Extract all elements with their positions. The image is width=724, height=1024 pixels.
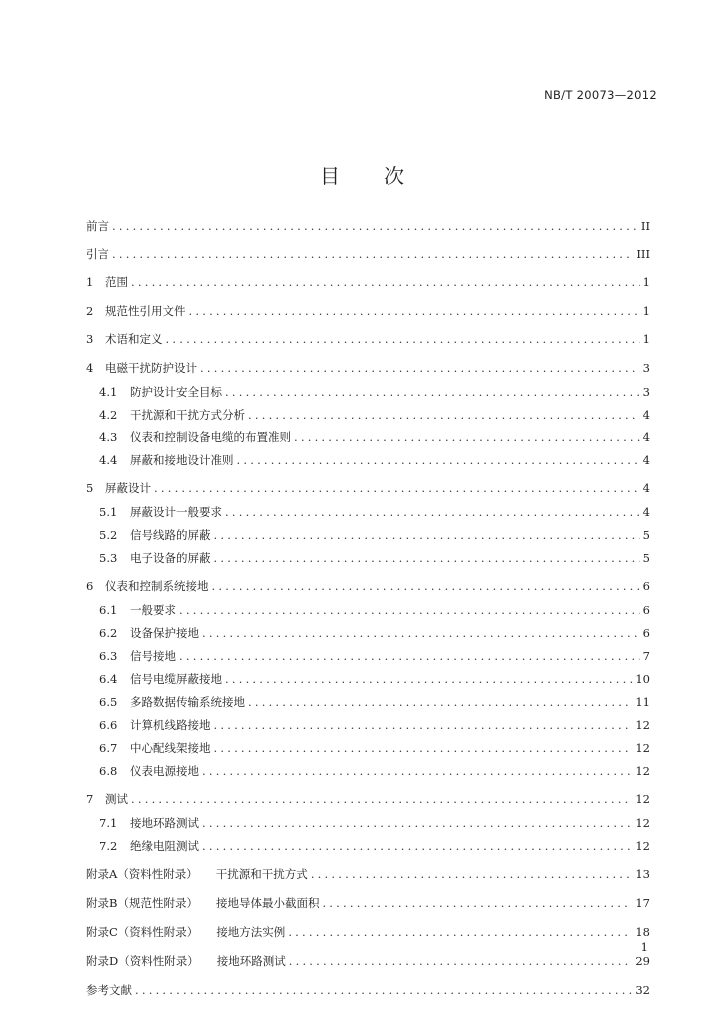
toc-entry[interactable] [86,527,650,543]
toc-entry-label [99,504,222,520]
toc-entry-text: 信号线路的屏蔽 [130,528,211,542]
toc-entry-text: 防护设计安全目标 [130,385,222,399]
toc-entry-page: 17 [635,896,650,910]
toc-leader-dots [166,332,640,346]
toc-entry-label [86,246,109,262]
toc-entry-label [99,429,291,445]
toc-leader-dots [225,505,640,519]
toc-entry[interactable] [86,953,650,969]
toc-entry-label [86,791,128,807]
toc-entry-number: 1 [86,275,94,289]
toc-entry[interactable] [86,740,650,756]
toc-entry-label [99,602,176,618]
toc-entry[interactable] [86,480,650,496]
toc-entry[interactable] [86,331,650,347]
toc-entry-label [99,452,234,468]
toc-entry[interactable] [86,791,650,807]
toc-entry[interactable] [86,504,650,520]
toc-entry-page: 3 [642,385,650,399]
toc-entry-label [99,407,245,423]
toc-entry-page: 6 [642,579,650,593]
toc-entry-page: 4 [642,453,650,467]
toc-entry-label [99,763,199,779]
toc-entry-page: 12 [635,741,650,755]
toc-entry-number: 4.4 [99,453,118,467]
toc-entry-text: 屏蔽和接地设计准则 [130,453,234,467]
toc-entry-text: 设备保护接地 [130,626,199,640]
toc-entry-page: 4 [642,430,650,444]
toc-entry-appendix-id: 附录B（规范性附录） [86,896,198,910]
toc-entry-page: 1 [642,304,650,318]
toc-entry-label [86,218,109,234]
toc-entry-text: 仪表电源接地 [130,764,199,778]
toc-entry-label [99,527,211,543]
toc-entry-page: 7 [642,649,650,663]
toc-entry[interactable] [86,625,650,641]
toc-entry[interactable] [86,218,650,234]
toc-entry-text: 前言 [86,219,109,233]
toc-leader-dots [311,867,633,881]
toc-leader-dots [248,408,640,422]
toc-entry[interactable] [86,360,650,376]
toc-entry-text: 测试 [105,792,128,806]
toc-title-char-1: 目 [320,164,340,188]
toc-entry-text: 接地导体最小截面积 [215,896,320,910]
toc-entry-page: 32 [635,983,650,997]
toc-entry-number: 6.8 [99,764,118,778]
toc-leader-dots [202,764,632,778]
toc-entry[interactable] [86,452,650,468]
toc-leader-dots [179,603,640,617]
toc-entry-number: 4.3 [99,430,118,444]
standard-code: NB/T 20073—2012 [544,88,657,102]
toc-entry-page: 1 [642,275,650,289]
toc-entry-label [99,625,199,641]
toc-entry[interactable] [86,924,650,940]
toc-leader-dots [131,792,632,806]
toc-entry-number: 7.1 [99,816,118,830]
toc-entry-appendix-id: 附录D（资料性附录） [86,954,199,968]
toc-leader-dots [135,983,632,997]
toc-entry-label [86,274,128,290]
toc-entry-number: 6.2 [99,626,118,640]
toc-entry-number: 3 [86,332,94,346]
toc-entry-label [86,480,151,496]
toc-entry[interactable] [86,602,650,618]
toc-leader-dots [322,896,632,910]
toc-entry-page: 12 [635,718,650,732]
toc-entry[interactable] [86,671,650,687]
toc-entry-page: 10 [635,672,650,686]
toc-entry-number: 6 [86,579,94,593]
toc-entry-label [86,331,163,347]
toc-entry-text: 术语和定义 [105,332,163,346]
toc-entry[interactable] [86,838,650,854]
toc-entry-page: 4 [642,408,650,422]
toc-entry-page: 18 [635,925,650,939]
toc-entry-number: 5.2 [99,528,118,542]
toc-entry-number: 6.6 [99,718,118,732]
toc-entry-text: 规范性引用文件 [105,304,186,318]
toc-entry[interactable] [86,303,650,319]
toc-leader-dots [214,718,633,732]
toc-entry-label [86,866,308,882]
toc-entry-number: 7 [86,792,94,806]
toc-leader-dots [294,430,640,444]
page-number: 1 [640,940,648,954]
table-of-contents [86,218,650,998]
toc-entry-page: 4 [642,505,650,519]
toc-entry-page: 3 [642,361,650,375]
toc-entry-page: II [640,219,650,233]
toc-entry[interactable] [86,578,650,594]
toc-entry[interactable] [86,866,650,882]
toc-entry-page: 12 [635,839,650,853]
toc-entry-page: 11 [635,695,650,709]
toc-entry-page: 12 [635,792,650,806]
toc-entry[interactable] [86,717,650,733]
toc-entry-page: 12 [635,764,650,778]
toc-entry[interactable] [86,648,650,664]
toc-leader-dots [212,579,640,593]
toc-title [0,160,724,189]
toc-leader-dots [154,481,640,495]
toc-entry[interactable] [86,694,650,710]
toc-entry-text: 计算机线路接地 [130,718,211,732]
toc-entry-text: 干扰源和干扰方式 [215,867,308,881]
toc-entry-label [99,815,199,831]
toc-entry-label [99,384,222,400]
toc-leader-dots [202,816,632,830]
toc-entry-number: 4.2 [99,408,118,422]
toc-entry-text: 信号接地 [130,649,176,663]
toc-leader-dots [202,839,632,853]
toc-entry-text: 接地环路测试 [130,816,199,830]
toc-entry-number: 6.1 [99,603,118,617]
toc-entry-label [86,360,197,376]
toc-entry-label [86,924,285,940]
toc-entry-number: 7.2 [99,839,118,853]
toc-entry-label [86,982,132,998]
toc-entry-text: 电磁干扰防护设计 [105,361,197,375]
toc-entry-text: 电子设备的屏蔽 [130,551,211,565]
toc-entry-label [99,838,199,854]
toc-leader-dots [202,626,640,640]
toc-entry-number: 6.5 [99,695,118,709]
toc-entry-page: 12 [635,816,650,830]
toc-entry[interactable] [86,982,650,998]
toc-entry[interactable] [86,407,650,423]
toc-entry-page: 4 [642,481,650,495]
toc-leader-dots [112,219,638,233]
toc-entry-label [86,578,209,594]
toc-entry-label [86,953,286,969]
toc-entry-appendix-id: 附录C（资料性附录） [86,925,199,939]
toc-leader-dots [214,741,633,755]
toc-entry[interactable] [86,550,650,566]
toc-leader-dots [225,672,632,686]
toc-entry-number: 2 [86,304,94,318]
toc-entry-label [99,648,176,664]
toc-entry-text: 屏蔽设计 [105,481,151,495]
toc-entry-text: 一般要求 [130,603,176,617]
toc-entry-label [99,550,211,566]
toc-entry-label [86,303,186,319]
toc-entry[interactable] [86,246,650,262]
toc-entry[interactable] [86,895,650,911]
toc-entry[interactable] [86,274,650,290]
toc-leader-dots [131,275,640,289]
toc-entry-page: 13 [635,867,650,881]
toc-entry-label [99,671,222,687]
toc-entry-text: 范围 [105,275,128,289]
toc-entry-page: 5 [642,551,650,565]
toc-entry-label [99,694,245,710]
toc-leader-dots [112,247,633,261]
toc-entry-text: 屏蔽设计一般要求 [130,505,222,519]
toc-entry-number: 5.3 [99,551,118,565]
toc-entry-text: 多路数据传输系统接地 [130,695,245,709]
toc-entry-number: 6.4 [99,672,118,686]
toc-entry[interactable] [86,815,650,831]
toc-entry-page: 5 [642,528,650,542]
toc-entry-text: 干扰源和干扰方式分析 [130,408,245,422]
toc-leader-dots [248,695,632,709]
toc-entry-number: 5.1 [99,505,118,519]
toc-entry-number: 4 [86,361,94,375]
toc-entry-text: 仪表和控制设备电缆的布置准则 [130,430,291,444]
toc-leader-dots [288,925,632,939]
toc-entry-page: 6 [642,626,650,640]
toc-leader-dots [225,385,640,399]
toc-entry-text: 参考文献 [86,983,132,997]
toc-entry-text: 信号电缆屏蔽接地 [130,672,222,686]
toc-entry-label [86,895,319,911]
toc-entry-text: 接地环路测试 [216,954,286,968]
toc-leader-dots [179,649,640,663]
toc-entry-label [99,717,211,733]
toc-leader-dots [289,954,633,968]
toc-entry[interactable] [86,429,650,445]
toc-leader-dots [214,551,640,565]
toc-entry-text: 中心配线架接地 [130,741,211,755]
toc-leader-dots [200,361,640,375]
toc-entry-number: 4.1 [99,385,118,399]
toc-entry-page: III [636,247,650,261]
toc-entry-number: 6.7 [99,741,118,755]
toc-entry-appendix-id: 附录A（资料性附录） [86,867,198,881]
toc-entry[interactable] [86,763,650,779]
toc-entry-page: 1 [642,332,650,346]
toc-entry-number: 6.3 [99,649,118,663]
toc-leader-dots [189,304,640,318]
toc-entry-text: 绝缘电阻测试 [130,839,199,853]
toc-entry-page: 6 [642,603,650,617]
toc-entry-text: 仪表和控制系统接地 [105,579,209,593]
toc-entry[interactable] [86,384,650,400]
toc-entry-text: 引言 [86,247,109,261]
toc-leader-dots [237,453,640,467]
toc-entry-text: 接地方法实例 [216,925,286,939]
toc-entry-number: 5 [86,481,94,495]
toc-title-char-2: 次 [384,164,404,188]
toc-entry-page: 29 [635,954,650,968]
toc-entry-label [99,740,211,756]
toc-leader-dots [214,528,640,542]
